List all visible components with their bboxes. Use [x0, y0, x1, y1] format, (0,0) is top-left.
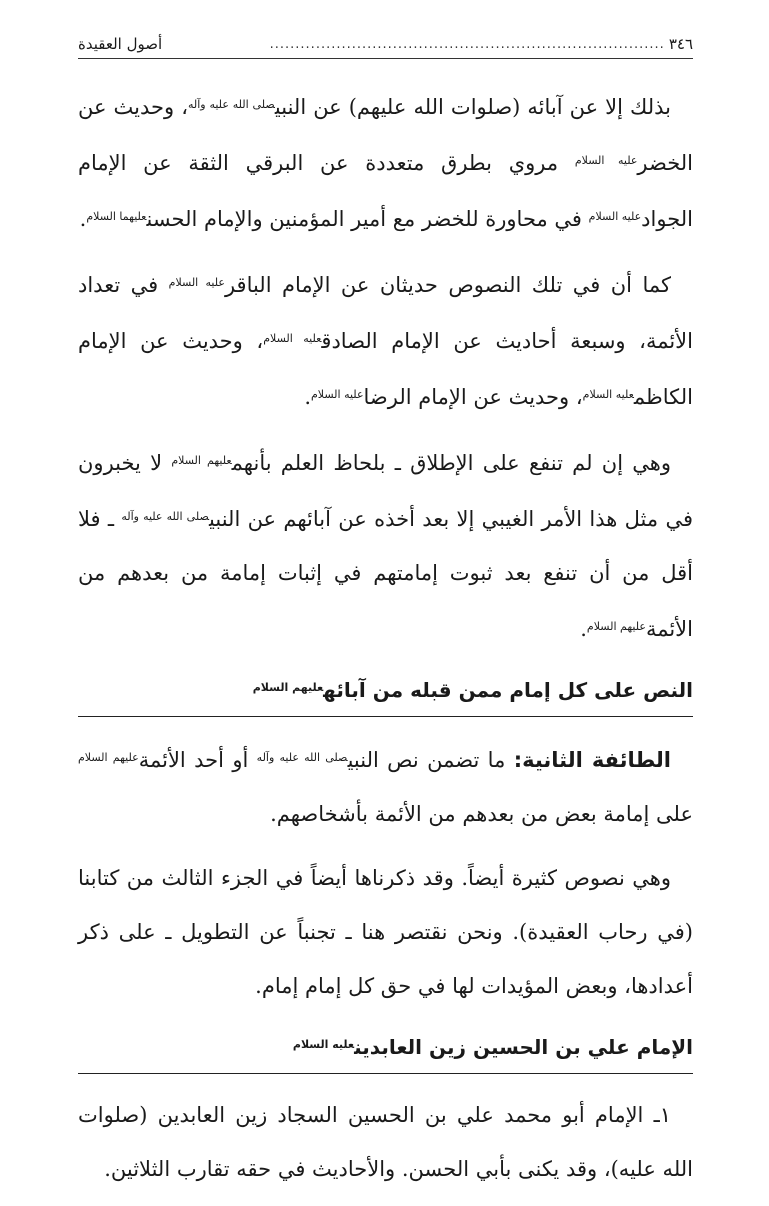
paragraph-3	[78, 434, 693, 656]
text-run: في محاورة للخضر مع أمير المؤمنين والإمام الحسن	[146, 207, 589, 231]
text-run: ـ فلا أقل من أن تنفع بعد ثبوت إمامتهم في إثبات إمامة من بعدهم من الأئمة	[78, 507, 693, 641]
honorific: عليهم السلام	[252, 681, 324, 694]
honorific: عليه السلام	[588, 210, 642, 223]
text-run: مروي بطرق متعددة عن البرقي الثقة عن الإمام الجواد	[78, 151, 693, 231]
section-heading	[78, 1025, 693, 1074]
honorific: صلى الله عليه وآله	[187, 98, 275, 111]
honorific: عليهما السلام	[86, 210, 147, 223]
page-body	[78, 78, 693, 1206]
text-run: بذلك إلا عن آبائه (صلوات الله عليهم) عن النبي	[274, 95, 671, 119]
honorific: عليه السلام	[574, 154, 638, 167]
text-run: في تعداد الأئمة، وسبعة أحاديث عن الإمام الصادق	[78, 273, 693, 353]
honorific: عليه السلام	[292, 1038, 355, 1051]
running-header	[78, 30, 693, 59]
text-run: ، وحديث عن الإمام الرضا	[363, 385, 583, 409]
section-heading	[78, 668, 693, 717]
text-run: ما تضمن نص النبي	[347, 748, 514, 772]
honorific: عليهم السلام	[78, 751, 139, 764]
honorific: عليه السلام	[311, 388, 364, 401]
text-run: وهي إن لم تنفع على الإطلاق ـ بلحاظ العلم بأنهم	[231, 451, 671, 475]
honorific: صلى الله عليه وآله	[256, 751, 348, 764]
text-run: وهي نصوص كثيرة أيضاً. وقد ذكرناها أيضاً في الجزء الثالث من كتابنا (في رحاب العقيدة). ونحن نقتصر هنا ـ تجنباً عن التطويل ـ على ذكر أعدادها، وبعض المؤيدات لها في حق كل إمام إمام.	[78, 866, 693, 998]
text-run: كما أن في تلك النصوص حديثان عن الإمام الباقر	[224, 273, 672, 297]
paragraph-2	[78, 256, 693, 424]
text-run: ، وحديث عن الإمام الكاظم	[78, 329, 693, 409]
paragraph-5	[78, 851, 693, 1013]
honorific: عليه السلام	[168, 276, 225, 289]
heading-text: الإمام علي بن الحسين زين العابدين	[354, 1035, 693, 1059]
paragraph-6: ١ـ الإمام أبو محمد علي بن الحسين السجاد زين العابدين (صلوات الله عليه)، وقد يكنى بأبي الحسن. والأحاديث في حقه تقارب الثلاثين.	[78, 1103, 693, 1181]
text-run: على إمامة بعض من بعدهم من الأئمة بأشخاصهم.	[270, 802, 693, 826]
text-run: أو أحد الأئمة	[138, 748, 257, 772]
honorific: عليهم السلام	[586, 620, 646, 633]
heading-text: النص على كل إمام ممن قبله من آبائه	[323, 678, 693, 702]
text-run: .	[304, 385, 311, 409]
text-run: ، وحديث عن الخضر	[78, 95, 693, 175]
text-run: .	[79, 207, 87, 231]
text-run: لا يخبرون في مثل هذا الأمر الغيبي إلا بعد أخذه عن آبائهم عن النبي	[78, 451, 693, 531]
honorific: صلى الله عليه وآله	[121, 510, 210, 523]
honorific: عليه السلام	[263, 332, 322, 345]
leader-dots: .............................................................................	[269, 36, 665, 52]
honorific: عليه السلام	[582, 388, 634, 401]
honorific: عليهم السلام	[171, 454, 232, 467]
book-title: أصول العقيدة	[78, 35, 163, 53]
paragraph-1	[78, 78, 693, 246]
page-number: ٣٤٦	[668, 35, 693, 53]
paragraph-4	[78, 731, 693, 841]
text-run: .	[580, 617, 587, 641]
bold-lead-text: الطائفة الثانية:	[513, 748, 671, 772]
